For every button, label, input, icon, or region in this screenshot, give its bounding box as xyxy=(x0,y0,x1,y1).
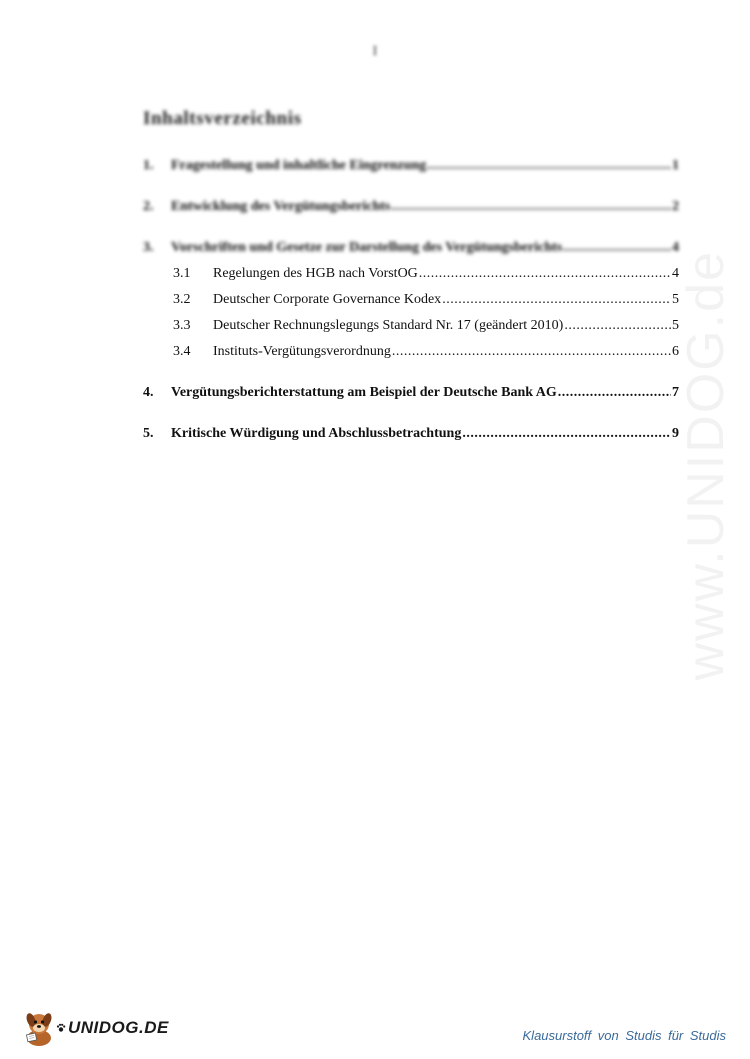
toc-entry-title: Instituts-Vergütungsverordnung xyxy=(213,344,391,359)
toc-entry-page: 9 xyxy=(672,426,679,441)
toc-entry-page: 2 xyxy=(672,199,679,214)
toc-entry-title: Deutscher Corporate Governance Kodex xyxy=(213,292,442,307)
toc-entry-title: Vergütungsberichterstattung am Beispiel der Deutsche Bank AG xyxy=(171,385,557,400)
toc-entry-title: Vorschriften und Gesetze zur Darstellung des Vergütungsberichts xyxy=(171,240,563,255)
toc-leader-dots xyxy=(442,292,671,308)
toc-entry-number: 3.1 xyxy=(173,266,191,281)
toc-entry-page: 7 xyxy=(672,385,679,400)
toc-entry-page: 1 xyxy=(672,158,679,173)
toc-entry-page: 4 xyxy=(672,240,679,255)
logo-text: UNIDOG.DE xyxy=(68,1018,169,1037)
toc-entry-4[interactable] xyxy=(143,385,679,401)
toc-leader-dots xyxy=(563,240,671,256)
toc-entry-title: Kritische Würdigung und Abschlussbetrachtung xyxy=(171,426,462,441)
watermark-text: www.UNIDOG.de xyxy=(677,250,735,681)
toc-entry-5[interactable] xyxy=(143,426,679,442)
toc-entry-page: 5 xyxy=(672,292,679,307)
page-number: I xyxy=(372,44,378,59)
toc-entry-number: 3.3 xyxy=(173,318,191,333)
toc-leader-dots xyxy=(392,344,671,360)
toc-entry-title: Entwicklung des Vergütungsberichts xyxy=(171,199,391,214)
toc-entry-page: 4 xyxy=(672,266,679,281)
toc-entry-number: 3. xyxy=(143,240,154,255)
toc-entry-number: 4. xyxy=(143,385,154,400)
toc-entry-number: 2. xyxy=(143,199,154,214)
toc-leader-dots xyxy=(558,385,671,401)
toc-entry-2[interactable] xyxy=(143,199,679,215)
toc-entry-title: Regelungen des HGB nach VorstOG xyxy=(213,266,418,281)
toc-entry-1[interactable] xyxy=(143,158,679,174)
toc-leader-dots xyxy=(427,158,671,174)
paw-icon xyxy=(56,1023,66,1033)
toc-entry-number: 5. xyxy=(143,426,154,441)
toc-entry-number: 3.4 xyxy=(173,344,191,359)
toc-entry-number: 1. xyxy=(143,158,154,173)
toc-leader-dots xyxy=(564,318,671,334)
toc-entry-3-4[interactable] xyxy=(143,344,679,360)
toc-entry-title: Fragestellung und inhaltliche Eingrenzung xyxy=(171,158,427,173)
toc-heading: Inhaltsverzeichnis xyxy=(143,108,302,129)
unidog-logo[interactable] xyxy=(22,1008,169,1048)
toc-entry-title: Deutscher Rechnungslegungs Standard Nr. 17 (geändert 2010) xyxy=(213,318,564,333)
toc-entry-3-3[interactable] xyxy=(143,318,679,334)
toc-entry-page: 5 xyxy=(672,318,679,333)
dog-mascot-icon xyxy=(22,1008,56,1048)
toc-entry-number: 3.2 xyxy=(173,292,191,307)
toc-leader-dots xyxy=(391,199,671,215)
toc-leader-dots xyxy=(462,426,671,442)
toc-leader-dots xyxy=(419,266,671,282)
toc-entry-page: 6 xyxy=(672,344,679,359)
toc-entry-3-1[interactable] xyxy=(143,266,679,282)
toc-entry-3-2[interactable] xyxy=(143,292,679,308)
toc-entry-3[interactable] xyxy=(143,240,679,256)
footer-tagline: Klausurstoff von Studis für Studis xyxy=(522,1028,726,1043)
